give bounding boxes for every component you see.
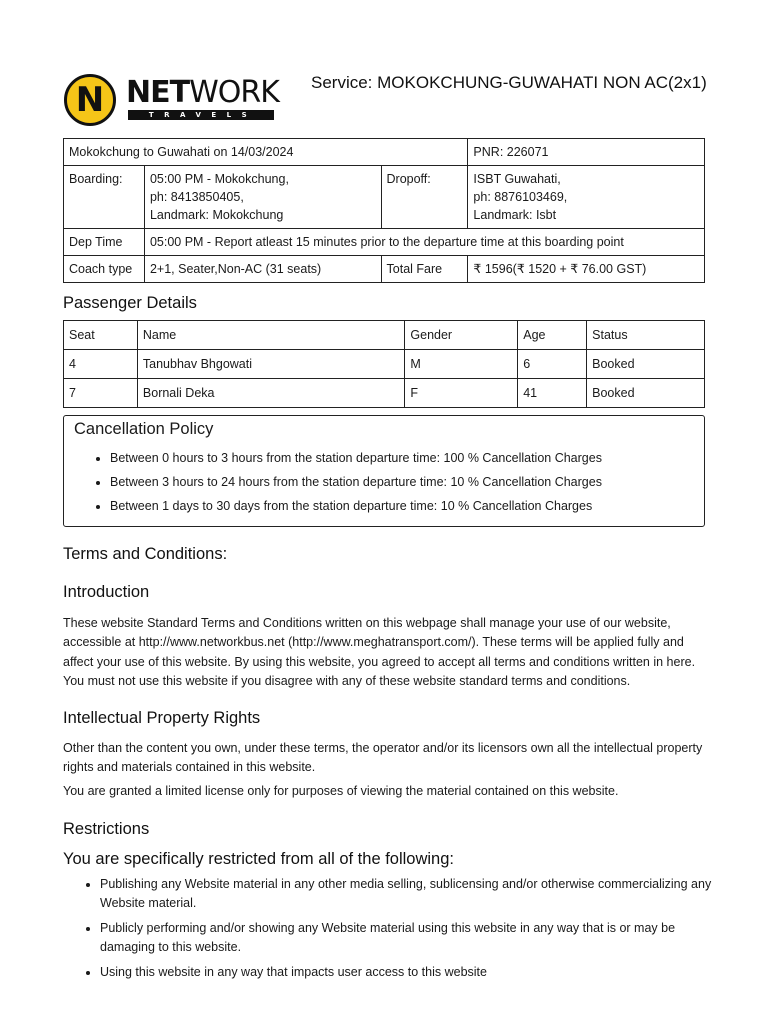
name-cell: Tanubhav Bhgowati <box>137 350 404 379</box>
restrictions-subtitle: You are specifically restricted from all of the following: <box>63 850 454 868</box>
boarding-landmark: Landmark: Mokokchung <box>149 208 284 222</box>
table-row <box>64 139 705 166</box>
dropoff-phone: ph: 8876103469, <box>473 190 568 204</box>
boarding-label: Boarding: <box>64 166 145 229</box>
total-fare-value: ₹ 1596(₹ 1520 + ₹ 76.00 GST) <box>468 256 705 283</box>
introduction-title: Introduction <box>63 583 150 601</box>
logo-letter: N <box>75 80 105 120</box>
list-item: • Publishing any Website material in any other media selling, sublicensing and/or otherwise commercializing any Website material. <box>100 875 720 913</box>
ip-rights-text: Other than the content you own, under these terms, the operator and/or its licensors own all the intellectual property rights and materials contained in this website. <box>63 741 703 775</box>
seat-cell: 7 <box>64 379 138 408</box>
dropoff-landmark: Landmark: Isbt <box>473 208 557 222</box>
header-gender: Gender <box>405 321 518 350</box>
dep-time-value: 05:00 PM - Report atleast 15 minutes prior to the departure time at this boarding point <box>144 229 704 256</box>
logo-badge-icon <box>64 74 116 126</box>
list-item: • Between 3 hours to 24 hours from the station departure time: 10 % Cancellation Charges <box>110 470 602 494</box>
header-seat: Seat <box>64 321 138 350</box>
status-cell: Booked <box>587 350 705 379</box>
table-row <box>64 166 705 229</box>
gender-cell: F <box>405 379 518 408</box>
list-item: • Between 1 days to 30 days from the station departure time: 10 % Cancellation Charges <box>110 494 602 518</box>
introduction-text: These website Standard Terms and Conditions written on this webpage shall manage your use of our website, accessible at http://www.networkbus.net (http://www.meghatransport.com/). These terms will be applied fully and affect your use of this website. By using this website, you agreed to accept all terms and conditions written in here. You must not use this website if you disagree with any of these website standard terms and conditions. <box>63 616 696 688</box>
ip-rights-title: Intellectual Property Rights <box>63 709 261 727</box>
trip-details-table <box>63 138 705 283</box>
dep-time-label: Dep Time <box>64 229 145 256</box>
restrictions-title: Restrictions <box>63 820 150 838</box>
list-item: • Using this website in any way that impacts user access to this website <box>100 963 720 982</box>
age-cell: 41 <box>518 379 587 408</box>
boarding-time: 05:00 PM - Mokokchung, <box>149 172 289 186</box>
seat-cell: 4 <box>64 350 138 379</box>
table-row <box>64 350 705 379</box>
dropoff-cell <box>468 166 705 229</box>
dropoff-label: Dropoff: <box>381 166 468 229</box>
coach-type-label: Coach type <box>64 256 145 283</box>
dropoff-place: ISBT Guwahati, <box>473 172 561 186</box>
terms-title: Terms and Conditions: <box>63 545 228 563</box>
cancellation-list <box>92 446 602 518</box>
gender-cell: M <box>405 350 518 379</box>
boarding-phone: ph: 8413850405, <box>149 190 244 204</box>
header-age: Age <box>518 321 587 350</box>
header-status: Status <box>587 321 705 350</box>
pnr-cell: PNR: 226071 <box>468 139 705 166</box>
passenger-table <box>63 320 705 408</box>
header-name: Name <box>137 321 404 350</box>
coach-type-value: 2+1, Seater,Non-AC (31 seats) <box>144 256 381 283</box>
age-cell: 6 <box>518 350 587 379</box>
table-row <box>64 256 705 283</box>
cancellation-policy-box <box>63 415 705 527</box>
list-item: • Publicly performing and/or showing any Website material using this website in any way that is or may be damaging to this website. <box>100 919 720 957</box>
table-header-row <box>64 321 705 350</box>
service-title: Service: MOKOKCHUNG-GUWAHATI NON AC(2x1) <box>311 73 707 92</box>
route-cell: Mokokchung to Guwahati on 14/03/2024 <box>64 139 468 166</box>
status-cell: Booked <box>587 379 705 408</box>
logo-band: TRAVELS <box>128 110 274 120</box>
logo-word-light: WORK <box>189 75 279 110</box>
table-row <box>64 379 705 408</box>
table-row <box>64 229 705 256</box>
name-cell: Bornali Deka <box>137 379 404 408</box>
boarding-cell <box>144 166 381 229</box>
restrictions-list <box>82 875 720 988</box>
network-travels-logo <box>64 74 279 136</box>
logo-word-bold: NET <box>126 75 190 110</box>
passenger-details-title: Passenger Details <box>63 294 197 312</box>
total-fare-label: Total Fare <box>381 256 468 283</box>
cancellation-policy-title: Cancellation Policy <box>74 420 214 438</box>
list-item: • Between 0 hours to 3 hours from the station departure time: 100 % Cancellation Charges <box>110 446 602 470</box>
license-text: You are granted a limited license only for purposes of viewing the material contained on this website. <box>63 784 619 798</box>
logo-wordmark <box>126 75 279 110</box>
